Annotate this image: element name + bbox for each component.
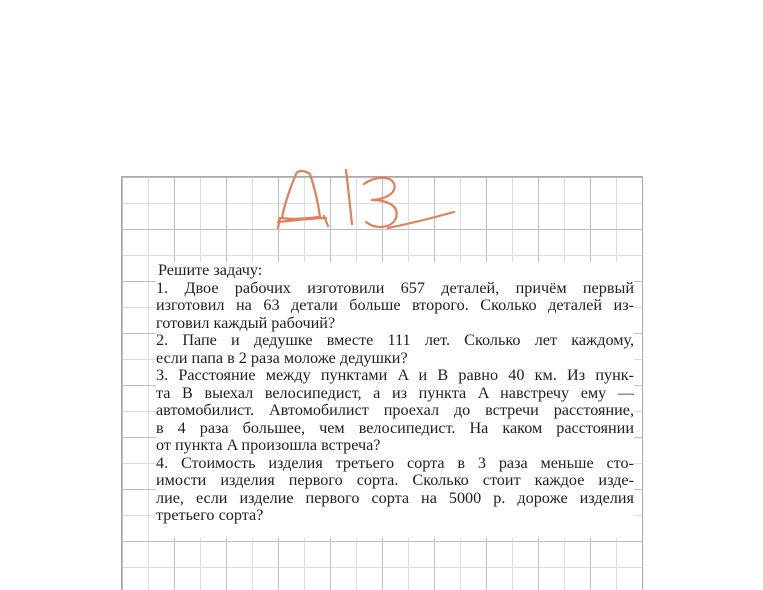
text-line: имости изделия первого сорта. Сколько стоит каждое изде-	[156, 471, 634, 489]
hw-slash	[346, 170, 352, 224]
text-line: 4. Стоимость изделия третьего сорта в 3 раза меньше сто-	[156, 453, 634, 472]
hw-underline	[388, 212, 454, 228]
problem-text-block	[156, 262, 634, 538]
text-line: 3. Расстояние между пунктами A и B равно 40 км. Из пунк-	[156, 366, 634, 384]
hw-letter-z	[364, 178, 397, 227]
text-line: лие, если изделие первого сорта на 5000 р. дороже изделия	[156, 488, 634, 507]
text-line: в 4 раза большее, чем велосипедист. На каком расстоянии	[156, 418, 634, 437]
text-line: от пункта A произошла встреча?	[156, 436, 381, 454]
hw-letter-d	[282, 171, 320, 219]
text-line: если папа в 2 раза моложе дедушки?	[156, 348, 408, 367]
text-line: автомобилист. Автомобилист проехал до встречи расстояние,	[156, 401, 634, 419]
text-line: 2. Папе и дедушке вместе 111 лет. Сколько лет каждому,	[156, 331, 634, 349]
text-line: та B выехал велосипедист, а из пункта A навстречу ему —	[156, 383, 634, 402]
hw-letter-d-foot-left	[278, 218, 280, 228]
instruction-heading: Решите задачу:	[158, 261, 263, 279]
handwritten-homework-mark	[268, 160, 468, 260]
text-line: третьего сорта?	[156, 506, 264, 524]
text-line: изготовил на 63 детали больше второго. Сколько деталей из-	[156, 296, 634, 314]
text-line: готовил каждый рабочий?	[156, 313, 336, 332]
text-line: 1. Двое рабочих изготовили 657 деталей, причём первый	[156, 278, 634, 297]
